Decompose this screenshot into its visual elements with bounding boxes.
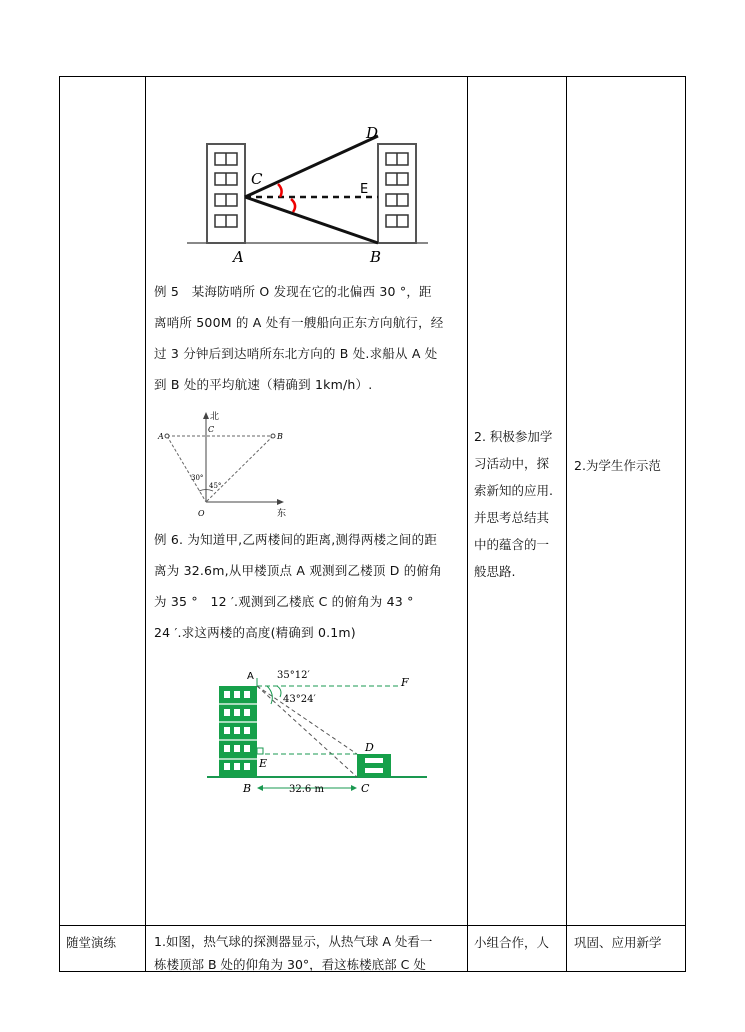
table-col-border-1 — [59, 76, 60, 972]
label-F: F — [401, 676, 409, 689]
label-C: C — [361, 782, 370, 795]
label-C: C — [208, 425, 215, 434]
label-distance: 32.6 m — [289, 784, 324, 795]
label-north: 北 — [210, 412, 220, 422]
student-activity-text — [474, 423, 553, 585]
label-O: O — [198, 509, 205, 518]
student-activity-line: 并思考总结其 — [474, 510, 550, 525]
example-6-line: 离为 32.6m,从甲楼顶点 A 观测到乙楼顶 D 的俯角 — [154, 563, 442, 578]
row-label-practice: 随堂演练 — [66, 935, 117, 950]
label-E: E — [259, 757, 268, 770]
label-angle-35-12: 35°12′ — [277, 670, 310, 681]
table-col-border-5 — [685, 76, 686, 972]
practice-line: 1.如图，热气球的探测器显示，从热气球 A 处看一 — [154, 934, 433, 949]
table-top-border — [59, 76, 686, 77]
example-6-line: 例 6. 为知道甲,乙两楼间的距离,测得两楼之间的距 — [154, 532, 438, 547]
example-5-line: 例 5 某海防哨所 O 发现在它的北偏西 30 °，距 — [154, 284, 432, 299]
example-5-line: 离哨所 500M 的 A 处有一艘船向正东方向航行，经 — [154, 315, 444, 330]
practice-text — [154, 930, 432, 976]
label-B: B — [243, 782, 252, 795]
label-A: A — [247, 671, 254, 682]
student-activity-line: 般思路. — [474, 564, 516, 579]
example-6-line: 24 ′.求这两楼的高度(精确到 0.1m) — [154, 625, 356, 640]
label-D: D — [365, 741, 374, 754]
design-intent-text: 2.为学生作示范 — [574, 458, 661, 473]
label-A: A — [233, 248, 244, 266]
table-row-divider — [59, 925, 686, 926]
figure-compass-triangle — [155, 410, 290, 518]
example-5-text — [154, 276, 444, 400]
example-5-line: 过 3 分钟后到达哨所东北方向的 B 处.求船从 A 处 — [154, 346, 438, 361]
student-activity-line: 中的蕴含的一 — [474, 537, 550, 552]
label-B: B — [277, 432, 283, 441]
practice-student-text: 小组合作，人 — [474, 935, 550, 950]
student-activity-line: 习活动中，探 — [474, 456, 550, 471]
practice-intent-text: 巩固、应用新学 — [574, 935, 662, 950]
student-activity-line: 2. 积极参加学 — [474, 429, 553, 444]
label-E: E — [360, 182, 369, 197]
label-angle-43-24: 43°24′ — [283, 694, 316, 705]
practice-line: 栋楼顶部 B 处的仰角为 30°，看这栋楼底部 C 处 — [154, 957, 426, 972]
figure-green-buildings — [205, 664, 430, 799]
label-A: A — [158, 432, 164, 441]
table-col-border-3 — [467, 76, 468, 972]
label-C: C — [251, 170, 263, 188]
table-col-border-2 — [145, 76, 146, 972]
table-col-border-4 — [566, 76, 567, 972]
label-angle-45: 45° — [209, 482, 222, 490]
example-5-line: 到 B 处的平均航速（精确到 1km/h）. — [154, 377, 373, 392]
example-6-text — [154, 524, 442, 648]
label-east: 东 — [277, 509, 287, 518]
label-D: D — [366, 124, 379, 142]
example-6-line: 为 35 ° 12 ′.观测到乙楼底 C 的俯角为 43 ° — [154, 594, 414, 609]
figure-two-buildings — [185, 122, 430, 267]
student-activity-line: 索新知的应用. — [474, 483, 553, 498]
label-angle-30: 30° — [191, 474, 204, 482]
label-B: B — [370, 248, 382, 266]
